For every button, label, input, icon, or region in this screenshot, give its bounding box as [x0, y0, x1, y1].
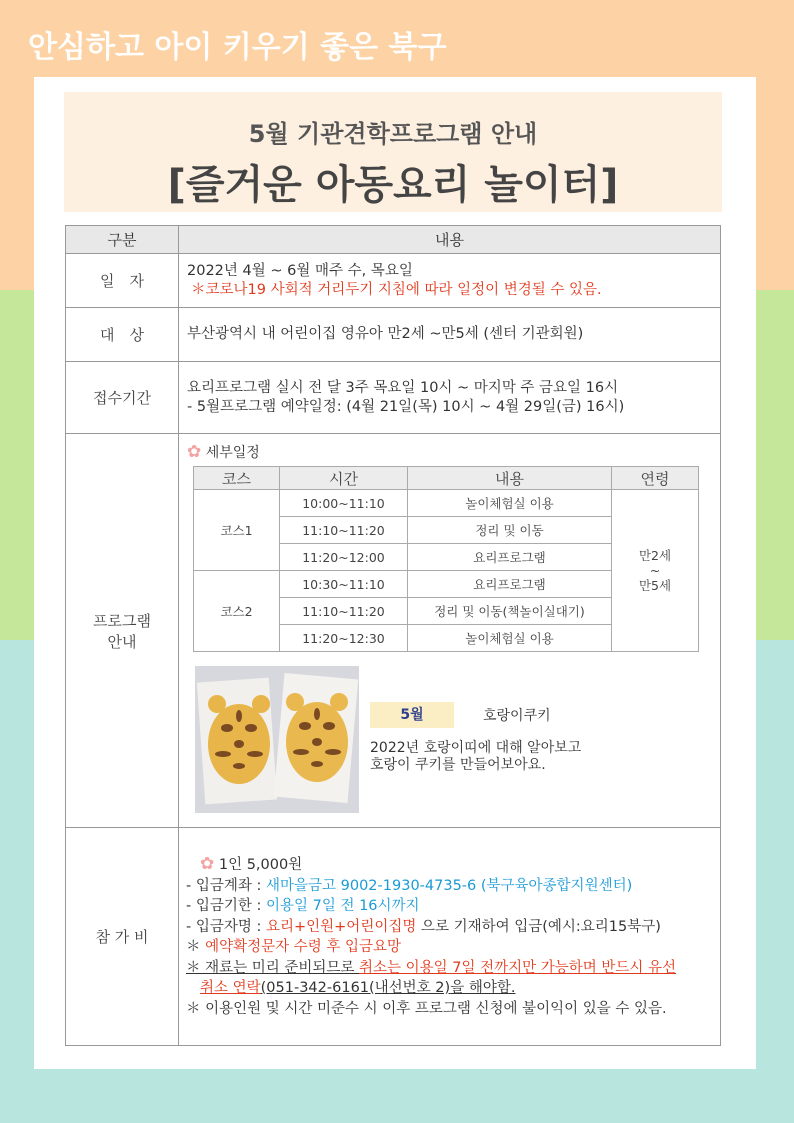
- flyer-card: [34, 77, 756, 1069]
- schedule-header-row: [194, 467, 699, 490]
- tiger-cookie-image: [195, 666, 359, 813]
- fee-price: 1인 5,000원: [218, 857, 303, 873]
- fee-account-line: [186, 876, 712, 897]
- cookie-description: [370, 740, 581, 774]
- schedule-title: 세부일정: [205, 445, 260, 461]
- target-row: [66, 308, 721, 362]
- fee-deadline-line: [186, 896, 712, 917]
- header-content: 내용: [179, 226, 721, 254]
- schedule-heading: [187, 442, 720, 462]
- header-category: 구분: [66, 226, 179, 254]
- title-box: [64, 92, 722, 212]
- fee-label: 참 가 비: [66, 828, 179, 1046]
- schedule-content: 놀이체험실 이용: [408, 490, 612, 517]
- age-cell: [612, 490, 699, 652]
- fee-depositor-line: [186, 917, 712, 938]
- schedule-time: 11:10~11:20: [280, 598, 408, 625]
- program-row: [66, 434, 721, 828]
- info-table: [65, 225, 721, 1046]
- target-label: 대 상: [66, 308, 179, 362]
- age-to: 만5세: [638, 578, 672, 593]
- program-content: [179, 434, 721, 828]
- flower-icon: ✿: [200, 854, 215, 874]
- schedule-content: 놀이체험실 이용: [408, 625, 612, 652]
- fee-row: [66, 828, 721, 1046]
- date-label: 일 자: [66, 254, 179, 308]
- fee-note2-e: 을 해야함.: [450, 980, 516, 996]
- cookie-desc-line2: 호랑이 쿠키를 만들어보아요.: [370, 757, 546, 773]
- fee-account-value: 새마을금고 9002-1930-4735-6 (북구육아종합지원센터): [265, 877, 633, 894]
- schedule-table: [193, 466, 699, 652]
- fee-content: [179, 828, 721, 1046]
- schedule-content: 요리프로그램: [408, 544, 612, 571]
- program-label-line2: 안내: [107, 632, 137, 651]
- month-badge: 5월: [370, 702, 454, 728]
- fee-note2-b: 취소는 이용일 7일 전까지만 가능하며 반드시 유선: [359, 959, 677, 976]
- fee-note2-cont: [186, 978, 712, 999]
- reception-value: [179, 362, 721, 434]
- schedule-content: 요리프로그램: [408, 571, 612, 598]
- fee-depositor-value: 요리+인원+어린이집명: [265, 918, 417, 935]
- fee-note1: [186, 937, 712, 958]
- program-label: [66, 434, 179, 828]
- fee-price-line: [186, 854, 712, 876]
- slogan: 안심하고 아이 키우기 좋은 북구: [28, 30, 447, 65]
- tiger-cookie-photo: [195, 666, 359, 813]
- fee-note3: ＊ 이용인원 및 시간 미준수 시 이후 프로그램 신청에 불이익이 있을 수 있음.: [186, 1000, 667, 1017]
- header-row: [66, 226, 721, 254]
- title-main: [즐거운 아동요리 놀이터]: [167, 162, 619, 208]
- date-row: [66, 254, 721, 308]
- fee-depositor-rest: 으로 기재하여 입금(예시:요리15북구): [420, 918, 661, 935]
- fee-deadline-value: 이용일 7일 전 16시까지: [265, 898, 420, 914]
- reception-label: 접수기간: [66, 362, 179, 434]
- date-line: 2022년 4월 ~ 6월 매주 수, 목요일: [187, 262, 413, 279]
- program-label-line1: 프로그램: [93, 611, 151, 630]
- sched-header-age: 연령: [612, 467, 699, 490]
- note-mark: ＊: [186, 939, 201, 955]
- program-highlight: [187, 666, 720, 814]
- target-value: 부산광역시 내 어린이집 영유아 만2세 ~만5세 (센터 기관회원): [179, 308, 721, 362]
- schedule-row: [194, 490, 699, 517]
- date-value: [179, 254, 721, 308]
- fee-account-label: - 입금계좌 :: [186, 877, 266, 894]
- sched-header-course: 코스: [194, 467, 280, 490]
- cookie-name: 호랑이쿠키: [483, 708, 551, 724]
- schedule-time: 10:30~11:10: [280, 571, 408, 598]
- reception-line: 요리프로그램 실시 전 달 3주 목요일 10시 ~ 마지막 주 금요일 16시: [187, 379, 619, 396]
- schedule-time: 11:20~12:30: [280, 625, 408, 652]
- schedule-content: 정리 및 이동(책놀이실대기): [408, 598, 612, 625]
- fee-note2-a: ＊ 재료는 미리 준비되므로: [186, 959, 360, 976]
- schedule-time: 10:00~11:10: [280, 490, 408, 517]
- fee-note2-c: 취소 연락: [200, 980, 261, 996]
- age-from: 만2세: [638, 548, 672, 563]
- age-tilde: ~: [649, 563, 661, 578]
- sched-header-content: 내용: [408, 467, 612, 490]
- course2-cell: 코스2: [194, 571, 280, 652]
- course1-cell: 코스1: [194, 490, 280, 571]
- fee-depositor-label: - 입금자명 :: [186, 918, 266, 935]
- fee-note2-d: (051-342-6161(내선번호 2): [260, 980, 451, 996]
- schedule-time: 11:10~11:20: [280, 517, 408, 544]
- reception-row: [66, 362, 721, 434]
- reception-may-schedule: - 5월프로그램 예약일정: (4월 21일(목) 10시 ~ 4월 29일(금) 16시): [187, 398, 625, 415]
- cookie-desc-line1: 2022년 호랑이띠에 대해 알아보고: [370, 740, 582, 756]
- date-notice: ＊코로나19 사회적 거리두기 지침에 따라 일정이 변경될 수 있음.: [191, 281, 602, 298]
- title-subtitle: 5월 기관견학프로그램 안내: [248, 120, 538, 148]
- fee-note2: [186, 958, 712, 979]
- flower-icon: ✿: [187, 442, 202, 462]
- schedule-time: 11:20~12:00: [280, 544, 408, 571]
- fee-deadline-label: - 입금기한 :: [186, 898, 266, 914]
- sched-header-time: 시간: [280, 467, 408, 490]
- schedule-content: 정리 및 이동: [408, 517, 612, 544]
- fee-note1-text: 예약확정문자 수령 후 입금요망: [205, 939, 402, 955]
